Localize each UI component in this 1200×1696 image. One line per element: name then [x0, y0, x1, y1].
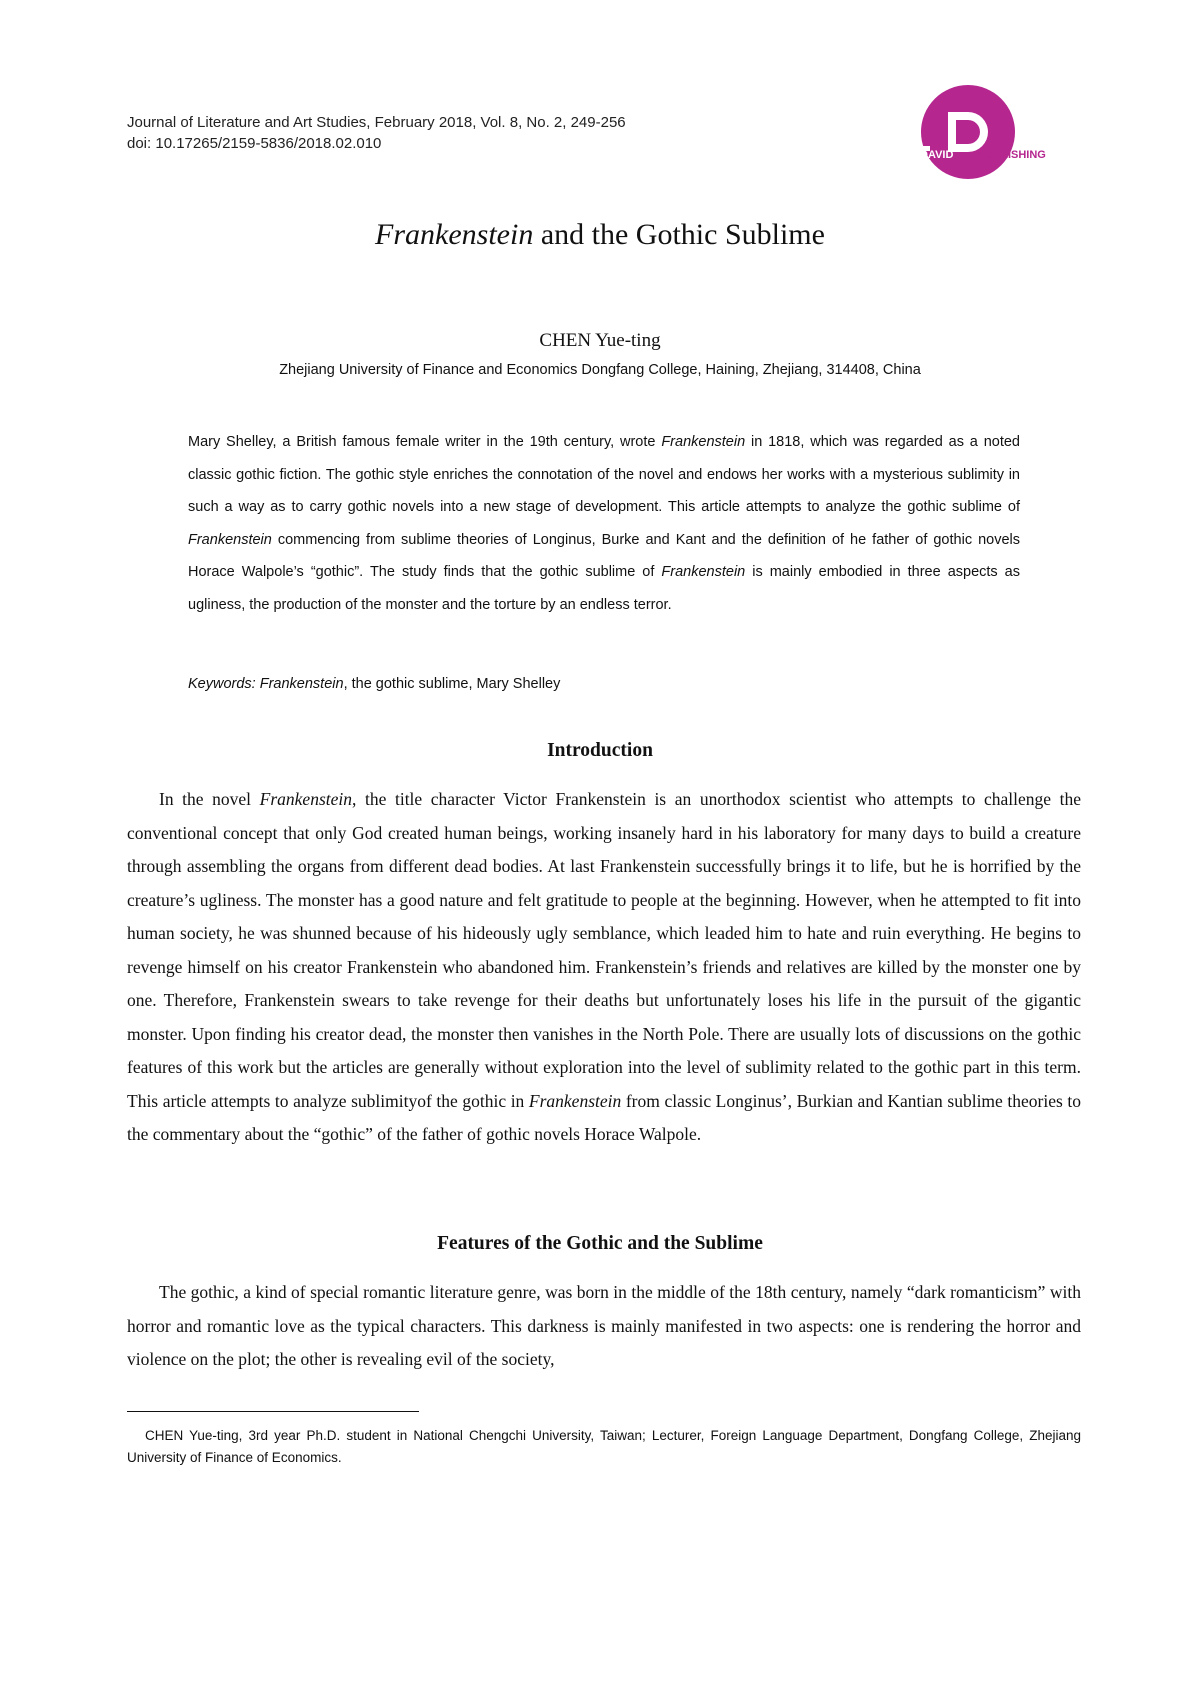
keywords-italic: Frankenstein: [259, 676, 344, 692]
footnote: CHEN Yue-ting, 3rd year Ph.D. student in National Chengchi University, Taiwan; Lecturer, Foreign Language Department, Dongfang College, Zhejiang University of Finance of Economics.: [127, 1428, 1081, 1465]
abstract-text: Mary Shelley, a British famous female writer in the 19th century, wrote: [188, 434, 662, 450]
doi-line: doi: 10.17265/2159-5836/2018.02.010: [127, 135, 382, 152]
introduction-paragraph: [127, 783, 1081, 1152]
title-italic: Frankenstein: [375, 218, 534, 251]
title-rest: and the Gothic Sublime: [533, 218, 825, 251]
abstract-italic: Frankenstein: [661, 564, 746, 580]
abstract-text: commencing from sublime theories of Longinus, Burke and Kant and the definition of he father of gothic novels Horace Walpole’s “gothic”. The study finds that the gothic sublime of: [188, 531, 1020, 580]
journal-citation: Journal of Literature and Art Studies, February 2018, Vol. 8, No. 2, 249-256: [127, 114, 626, 131]
body-text: , the title character Victor Frankenstein is an unorthodox scientist who attempts to challenge the conventional concept that only God created human beings, working insanely hard in his laboratory for many days to build a creature through assembling the organs from different dead bodies. At last Frankenstein successfully brings it to life, but he is horrified by the creature’s ugliness. The monster has a good nature and felt gratitude to people at the beginning. However, when he attempted to fit into human society, he was shunned because of his hideously ugly semblance, which leaded him to hate and ruin everything. He begins to revenge himself on his creator Frankenstein who abandoned him. Frankenstein’s friends and relatives are killed by the monster one by one. Therefore, Frankenstein swears to take revenge for their deaths but unfortunately loses his life in the pursuit of the gigantic monster. Upon finding his creator dead, the monster then vanishes in the North Pole. There are usually lots of discussions on the gothic features of this work but the articles are generally without exploration into the level of sublimity related to the gothic part in this term. This article attempts to analyze sublimityof the gothic in: [127, 789, 1081, 1111]
features-paragraph: The gothic, a kind of special romantic literature genre, was born in the middle of the 18th century, namely “dark romanticism” with horror and romantic love as the typical characters. This darkness is mainly manifested in two aspects: one is rendering the horror and violence on the plot; the other is revealing evil of the society,: [127, 1282, 1081, 1369]
body-text: from classic Longinus’, Burkian and Kantian sublime theories to the commentary about the “gothic” of the father of gothic novels Horace Walpole.: [127, 1090, 1081, 1144]
logo-text-david: DAVID: [920, 149, 954, 161]
abstract-italic: Frankenstein: [661, 434, 746, 450]
logo-text-publishing: PUBLISHING: [978, 149, 1046, 161]
abstract-text: is mainly embodied in three aspects as ugliness, the production of the monster and the torture by an endless terror.: [188, 564, 1020, 613]
keywords-label: Keywords:: [188, 676, 256, 692]
journal-header: [127, 112, 626, 154]
body-italic: Frankenstein: [259, 789, 352, 809]
author-name: CHEN Yue-ting: [539, 330, 661, 351]
section-heading-introduction: Introduction: [547, 740, 653, 761]
publisher-logo: [880, 82, 1080, 182]
abstract-text: in 1818, which was regarded as a noted classic gothic fiction. The gothic style enriches the connotation of the novel and endows her works with a mysterious sublimity in such a way as to carry gothic novels into a new stage of development. This article attempts to analyze the gothic sublime of: [188, 434, 1020, 515]
body-italic: Frankenstein: [528, 1090, 622, 1111]
abstract-italic: Frankenstein: [188, 531, 272, 548]
paper-title: [0, 218, 1200, 252]
publisher-logo-icon: [880, 82, 1080, 182]
body-text: In the novel: [159, 789, 260, 809]
abstract: [188, 426, 1020, 621]
keywords: [188, 676, 1020, 692]
footnote-rule: [127, 1411, 419, 1412]
section-heading-features: Features of the Gothic and the Sublime: [437, 1233, 763, 1254]
author-affiliation: Zhejiang University of Finance and Economics Dongfang College, Haining, Zhejiang, 314408, China: [279, 362, 921, 378]
keywords-rest: , the gothic sublime, Mary Shelley: [343, 676, 561, 692]
